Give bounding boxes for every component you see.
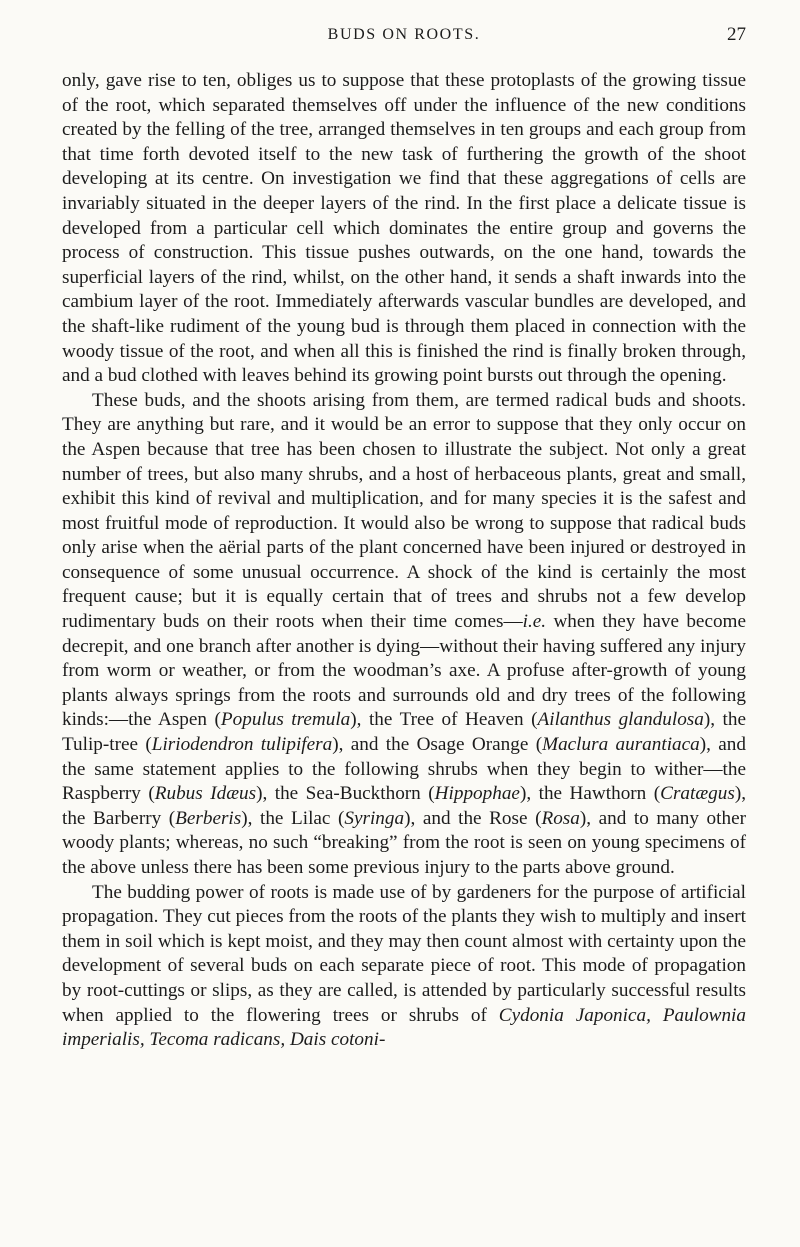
- text-run: ), the Tulip-tree (: [62, 709, 746, 756]
- paragraph-2: [62, 389, 746, 881]
- italic-term: Rubus Idæus: [154, 783, 257, 805]
- italic-term: Cydonia Japonica, Paulownia imperialis, Tecoma radicans, Dais cotoni-: [62, 1004, 746, 1051]
- paragraph-3: [62, 881, 746, 1053]
- text-run: ), and to many other woody plants; whereas, no such “breaking” from the root is seen on young specimens of the above unless there has been some previous injury to the parts above ground.: [62, 807, 746, 878]
- italic-term: Rosa: [541, 807, 580, 829]
- text-run: ), the Barberry (: [62, 783, 747, 829]
- italic-term: Ailanthus glandulosa: [537, 709, 704, 731]
- italic-term: Hippophae: [434, 783, 520, 805]
- italic-term: Cratægus: [660, 783, 735, 805]
- italic-term: Liriodendron tulipifera: [151, 734, 333, 756]
- italic-term: Maclura aurantiaca: [542, 734, 700, 756]
- text-run: when they have become decrepit, and one branch after another is dying—without their having suffered any injury from worm or weather, or from the woodman’s axe. A profuse after-growth of young plants always springs from the roots and surrounds old and dry trees of the following kinds:—the Aspen (: [62, 611, 746, 731]
- text-run: ), the Tree of Heaven (: [350, 709, 538, 731]
- italic-term: i.e.: [522, 611, 547, 633]
- text-run: ), the Hawthorn (: [519, 783, 661, 805]
- italic-term: Berberis: [175, 807, 242, 829]
- page-number: 27: [727, 24, 746, 45]
- italic-term: Syringa: [344, 807, 405, 829]
- running-head: BUDS ON ROOTS.: [327, 26, 481, 43]
- italic-term: Populus tremula: [220, 709, 351, 731]
- text-run: ), the Lilac (: [241, 807, 345, 829]
- text-run: These buds, and the shoots arising from them, are termed radical buds and shoots. They are anything but rare, and it would be an error to suppose that they only occur on the Aspen because that tree has been chosen to illustrate the subject. Not only a great number of trees, but also many shrubs, and a host of herbaceous plants, great and small, exhibit this kind of revival and multiplication, and for many species it is the safest and most fruitful mode of reproduction. It would also be wrong to suppose that radical buds only arise when the aërial parts of the plant concerned have been injured or destroyed in consequence of some unusual occurrence. A shock of the kind is certainly the most frequent cause; but it is equally certain that of trees and shrubs not a few develop rudimentary buds on their roots when their time comes—: [62, 389, 746, 633]
- text-run: ), and the same statement applies to the following shrubs when they begin to wither—the Raspberry (: [62, 734, 746, 805]
- paragraph-1: [62, 69, 746, 389]
- page-header: [62, 0, 746, 60]
- text-run: only, gave rise to ten, obliges us to suppose that these protoplasts of the growing tissue of the root, which separated themselves off under the influence of the new conditions created by the felling of the tree, arranged themselves in ten groups and each group from that time forth devoted itself to the new task of furthering the growth of the shoot developing at its centre. On investigation we find that these aggregations of cells are invariably situated in the deeper layers of the rind. In the first place a delicate tissue is developed from a particular cell which dominates the entire group and governs the process of construction. This tissue pushes outwards, on the one hand, towards the superficial layers of the rind, whilst, on the other hand, it sends a shaft inwards into the cambium layer of the root. Immediately afterwards vascular bundles are developed, and the shaft-like rudiment of the young bud is through them placed in connection with the woody tissue of the root, and when all this is finished the rind is finally broken through, and a bud clothed with leaves behind its growing point bursts out through the opening.: [62, 70, 746, 387]
- body-text: [62, 69, 746, 1053]
- text-run: The budding power of roots is made use of by gardeners for the purpose of artificial propagation. They cut pieces from the roots of the plants they wish to multiply and insert them in soil which is kept moist, and they may then count almost with certainty upon the development of several buds on each separate piece of root. This mode of propagation by root-cuttings or slips, as they are called, is attended by particularly successful results when applied to the flowering trees or shrubs of: [62, 881, 746, 1026]
- text-run: ), the Sea-Buckthorn (: [256, 783, 435, 805]
- text-run: ), and the Rose (: [404, 807, 542, 829]
- text-run: ), and the Osage Orange (: [332, 734, 543, 756]
